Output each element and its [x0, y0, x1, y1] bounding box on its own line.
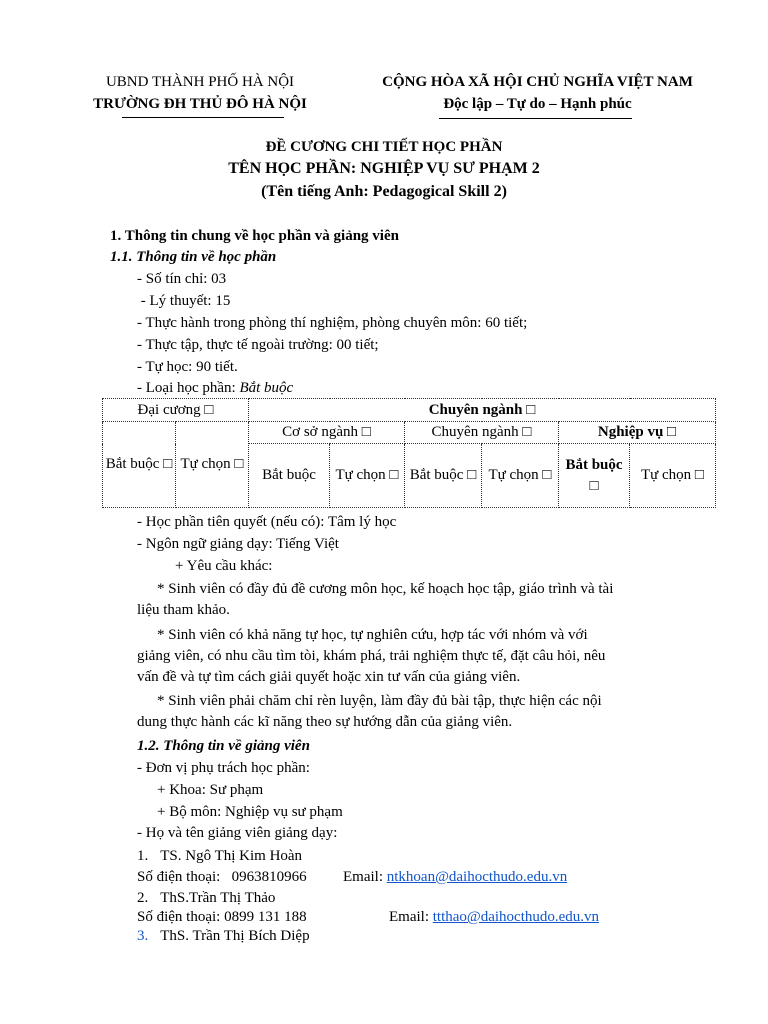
theory-hours: - Lý thuyết: 15	[137, 293, 231, 309]
lecturer-1-name: TS. Ngô Thị Kim Hoàn	[160, 848, 303, 864]
lecturer-1-email-label: Email:	[343, 869, 387, 885]
table-cell-required-a: Bắt buộc □	[103, 422, 176, 508]
responsible-unit: - Đơn vị phụ trách học phần:	[137, 760, 310, 776]
course-name: TÊN HỌC PHẦN: NGHIỆP VỤ SƯ PHẠM 2	[228, 160, 540, 177]
requirement-2-line-2: giảng viên, có nhu cầu tìm tòi, khám phá, trải nghiệm thực tế, đặt câu hỏi, nêu	[137, 648, 606, 664]
doc-title: ĐỀ CƯƠNG CHI TIẾT HỌC PHẦN	[265, 139, 503, 155]
prerequisite: - Học phần tiên quyết (nếu có): Tâm lý học	[137, 514, 397, 530]
table-major-header: Chuyên ngành □	[249, 399, 716, 422]
lecturer-1-email-link[interactable]: ntkhoan@daihocthudo.edu.vn	[386, 869, 568, 885]
table-cell-required-d: Bắt buộc □	[559, 444, 630, 508]
table-cell-elective-c: Tự chọn □	[482, 444, 559, 508]
header-right-underline	[439, 118, 632, 119]
lecturer-1	[137, 845, 302, 867]
lecturer-2-number: 2.	[137, 890, 149, 906]
field-hours: - Thực tập, thực tế ngoài trường: 00 tiết;	[137, 337, 379, 353]
header-left-underline	[122, 117, 284, 118]
table-cell-elective-a: Tự chọn □	[176, 422, 249, 508]
table-cell-elective-d: Tự chọn □	[630, 444, 716, 508]
course-type-value: Bắt buộc	[239, 380, 294, 396]
org-name: UBND THÀNH PHỐ HÀ NỘI	[105, 74, 295, 90]
lecturers-label: - Họ và tên giảng viên giảng dạy:	[137, 825, 338, 841]
section-1-heading: 1. Thông tin chung về học phần và giảng viên	[110, 228, 399, 244]
lecturer-2-phone: Số điện thoại: 0899 131 188	[137, 909, 307, 925]
motto: Độc lập – Tự do – Hạnh phúc	[443, 96, 632, 112]
credits: - Số tín chỉ: 03	[137, 271, 227, 287]
teaching-language: - Ngôn ngữ giảng dạy: Tiếng Việt	[137, 536, 339, 552]
self-study-hours: - Tự học: 90 tiết.	[137, 359, 238, 375]
table-general-header: Đại cương □	[103, 399, 249, 422]
table-specialized-header: Chuyên ngành □	[405, 422, 559, 444]
faculty: + Khoa: Sư phạm	[157, 782, 264, 798]
requirement-3-line-1: * Sinh viên phải chăm chỉ rèn luyện, làm đầy đủ bài tập, thực hiện các nội	[157, 693, 602, 709]
lecturer-1-email-row	[343, 866, 567, 888]
lecturer-2-email-link[interactable]: ttthao@daihocthudo.edu.vn	[432, 909, 600, 925]
country-name: CỘNG HÒA XÃ HỘI CHỦ NGHĨA VIỆT NAM	[382, 74, 693, 90]
classification-table	[102, 398, 716, 508]
lecturer-1-number: 1.	[137, 848, 149, 864]
department: + Bộ môn: Nghiệp vụ sư phạm	[157, 804, 343, 820]
school-name: TRƯỜNG ĐH THỦ ĐÔ HÀ NỘI	[93, 96, 307, 112]
section-1-2-heading: 1.2. Thông tin về giảng viên	[137, 738, 310, 754]
lecturer-2-email-row	[389, 906, 599, 928]
lecturer-2-email-label: Email:	[389, 909, 433, 925]
requirement-2-line-1: * Sinh viên có khả năng tự học, tự nghiên cứu, hợp tác với nhóm và với	[157, 627, 588, 643]
requirement-3-line-2: dung thực hành các kĩ năng theo sự hướng dẫn của giảng viên.	[137, 714, 513, 730]
course-type	[137, 377, 293, 399]
requirement-2-line-3: vấn đề và tự tìm cách giải quyết hoặc xin tư vấn của giảng viên.	[137, 669, 521, 685]
lecturer-3	[137, 925, 310, 947]
lab-hours: - Thực hành trong phòng thí nghiệm, phòng chuyên môn: 60 tiết;	[137, 315, 528, 331]
lecturer-3-number: 3.	[137, 928, 149, 944]
table-cell-required-c: Bắt buộc □	[405, 444, 482, 508]
lecturer-3-name: ThS. Trần Thị Bích Diệp	[160, 928, 310, 944]
table-profession-header: Nghiệp vụ □	[559, 422, 716, 444]
table-cell-elective-b: Tự chọn □	[330, 444, 405, 508]
requirement-1-line-2: liệu tham khảo.	[137, 602, 230, 618]
table-foundation-header: Cơ sở ngành □	[249, 422, 405, 444]
course-english-name: (Tên tiếng Anh: Pedagogical Skill 2)	[261, 183, 507, 200]
table-cell-required-b: Bắt buộc	[249, 444, 330, 508]
requirement-1-line-1: * Sinh viên có đầy đủ đề cương môn học, kế hoạch học tập, giáo trình và tài	[157, 581, 614, 597]
lecturer-1-phone: Số điện thoại: 0963810966	[137, 869, 307, 885]
course-type-label: - Loại học phần:	[137, 380, 240, 396]
other-requirements: + Yêu cầu khác:	[175, 558, 273, 574]
lecturer-2-name: ThS.Trần Thị Thảo	[160, 890, 276, 906]
section-1-1-heading: 1.1. Thông tin về học phần	[110, 249, 277, 265]
